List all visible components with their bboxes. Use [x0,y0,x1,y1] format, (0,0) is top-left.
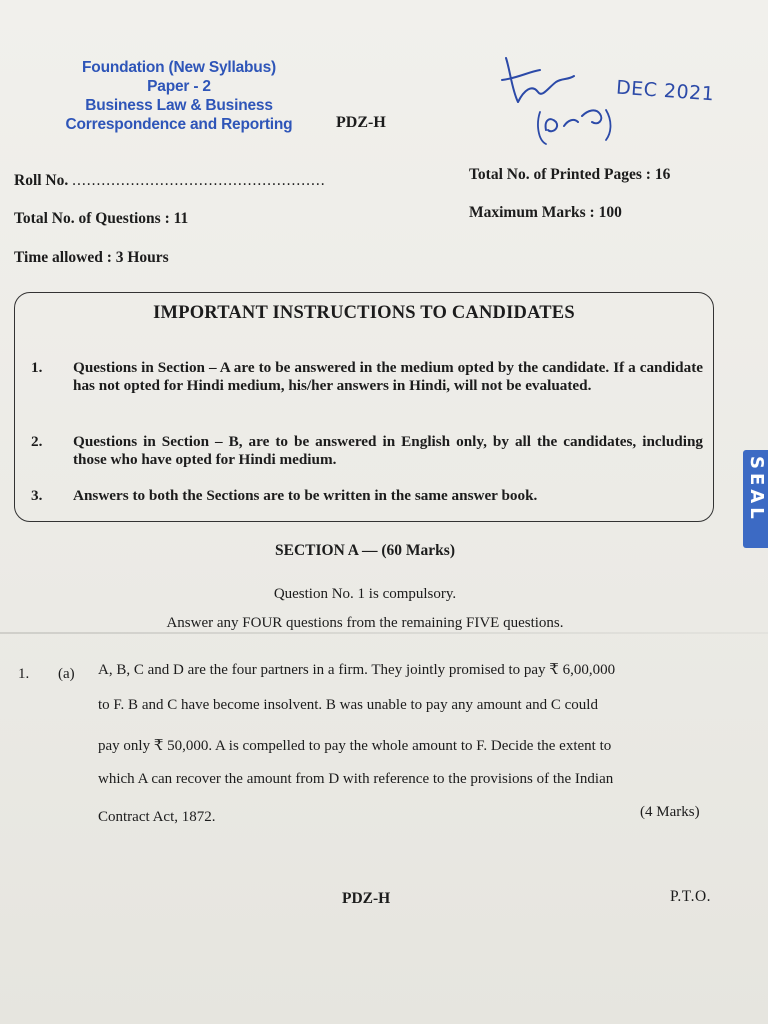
roll-no-dots: .................................................... [72,172,326,189]
total-pages: Total No. of Printed Pages : 16 [469,166,671,183]
question-line: to F. B and C have become insolvent. B was unable to pay any amount and C could [98,697,598,713]
section-title: SECTION A — (60 Marks) [275,542,455,559]
question-sub-part: (a) [58,666,75,682]
footer-paper-code: PDZ-H [342,890,391,907]
course-line-4: Correspondence and Reporting [65,116,293,133]
instruction-text: Answers to both the Sections are to be written in the same answer book. [73,487,538,504]
instruction-text: Questions in Section – B, are to be answered in English only, by all the candidates, including those who have opted for Hindi medium. [73,433,703,468]
footer-pto: P.T.O. [670,888,712,905]
question-marks: (4 Marks) [640,804,700,820]
question-line: which A can recover the amount from D with reference to the provisions of the Indian [98,771,614,787]
roll-no-label: Roll No. [14,172,69,189]
stamp-date: DEC 2021 [615,76,715,106]
course-header [60,58,298,134]
question-line: pay only ₹ 50,000. A is compelled to pay the whole amount to F. Decide the extent to [98,738,612,754]
seal-label: SEAL [746,456,767,523]
instruction-number: 3. [31,487,43,504]
total-questions: Total No. of Questions : 11 [14,210,189,227]
instructions-box [14,292,714,522]
paper-code: PDZ-H [336,114,386,131]
handwritten-stamp [488,50,718,150]
seal-tab [743,450,768,548]
instruction-number: 2. [31,433,43,450]
course-line-3: Business Law & Business [85,97,273,114]
answer-note-text: Answer any FOUR questions from the remaining FIVE questions. [166,615,564,631]
question-line: A, B, C and D are the four partners in a firm. They jointly promised to pay ₹ 6,00,000 [98,662,616,678]
answer-note [0,615,730,632]
course-line-2: Paper - 2 [147,78,211,95]
compulsory-note: Question No. 1 is compulsory. [273,586,457,602]
maximum-marks: Maximum Marks : 100 [469,204,622,221]
instruction-number: 1. [31,359,43,376]
question-number: 1. [18,666,30,682]
time-allowed: Time allowed : 3 Hours [14,249,169,266]
instructions-title: IMPORTANT INSTRUCTIONS TO CANDIDATES [153,303,575,323]
roll-no-field [14,172,326,190]
question-line: Contract Act, 1872. [98,809,216,825]
course-line-1: Foundation (New Syllabus) [82,59,276,76]
instruction-text: Questions in Section – A are to be answered in the medium opted by the candidate. If a candidate has not opted for Hindi medium, his/her answers in Hindi, will not be evaluated. [73,359,703,394]
paper-fold-line [0,632,768,634]
